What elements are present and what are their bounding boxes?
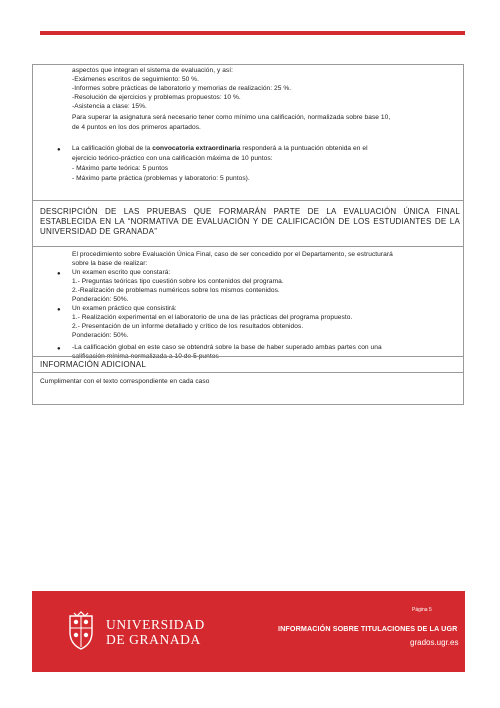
bullet-dot: ● [57, 307, 61, 313]
bullet-dot: ● [57, 147, 61, 153]
written-exam-title: Un examen escrito que constará: [72, 269, 171, 276]
procedure-line: El procedimiento sobre Evaluación Única Final, caso de ser concedido por el Departamento, se estructurará [72, 251, 393, 258]
written-exam-line: Ponderación: 50%. [72, 296, 129, 303]
practical-exam-line: Ponderación: 50%. [72, 332, 129, 339]
bullet-dot: ● [57, 271, 61, 277]
practical-exam-line: 1.- Realización experimental en el laboratorio de una de las prácticas del programa propuesto. [72, 314, 353, 321]
university-crest-icon [66, 610, 96, 650]
eval-line: -Informes sobre prácticas de laboratorio y memorias de realización: 25 %. [72, 85, 292, 92]
final-grade-line: calificación mínima normalizada a 10 de 5 puntos [72, 353, 219, 360]
section-heading-line: ESTABLECIDA EN LA “NORMATIVA DE EVALUACIÓN Y DE CALIFICACIÓN DE LOS ESTUDIANTES DE LA [40, 217, 460, 226]
additional-info-body-cell [32, 372, 464, 405]
university-name-line2: DE GRANADA [106, 632, 201, 647]
additional-info-text: Cumplimentar con el texto correspondiente en cada caso [40, 378, 210, 385]
final-grade-line: -La calificación global en este caso se obtendrá sobre la base de haber superado ambas partes con una [72, 344, 382, 351]
eval-line: -Exámenes escritos de seguimiento: 50 %. [72, 76, 199, 83]
bullet-dot: ● [57, 346, 61, 352]
section-heading-line: UNIVERSIDAD DE GRANADA” [40, 227, 158, 236]
eval-line: Para superar la asignatura será necesario tener como mínimo una calificación, normalizada sobre base 10, [72, 114, 391, 121]
practical-exam-title: Un examen práctico que consistirá: [72, 305, 177, 312]
extraordinary-line: - Máximo parte práctica (problemas y laboratorio: 5 puntos). [72, 175, 250, 182]
page-number: Página 5 [412, 607, 432, 613]
eval-line: -Asistencia a clase: 15%. [72, 103, 147, 110]
eval-line: aspectos que integran el sistema de evaluación, y así: [72, 67, 234, 74]
written-exam-line: 2.-Realización de problemas numéricos sobre los mismos contenidos. [72, 287, 280, 294]
practical-exam-line: 2.- Presentación de un informe detallado y crítico de los resultados obtenidos. [72, 323, 304, 330]
eval-line: de 4 puntos en los dos primeros apartados. [72, 124, 201, 131]
extraordinary-line: ejercicio teórico-práctico con una calificación máxima de 10 puntos: [72, 155, 273, 162]
section-heading-line: DESCRIPCIÓN DE LAS PRUEBAS QUE FORMARÁN PARTE DE LA EVALUACIÓN ÚNICA FINAL [40, 207, 460, 216]
university-name-line1: UNIVERSIDAD [106, 617, 205, 632]
extraordinary-line: - Máximo parte teórica: 5 puntos [72, 165, 169, 172]
degrees-site-link[interactable]: grados.ugr.es [410, 638, 459, 647]
top-accent-bar [40, 31, 465, 35]
degree-info-title: INFORMACIÓN SOBRE TITULACIONES DE LA UGR [278, 624, 458, 633]
written-exam-line: 1.- Preguntas teóricas tipo cuestión sobre los contenidos del programa. [72, 278, 284, 285]
additional-info-heading: INFORMACIÓN ADICIONAL [40, 360, 146, 369]
extraordinary-bullet-text: La calificación global de la convocatoria extraordinaria responderá a la puntuación obtenida en el [72, 145, 368, 152]
eval-line: -Resolución de ejercicios y problemas propuestos: 10 %. [72, 94, 241, 101]
procedure-line: sobre la base de realizar: [72, 260, 148, 267]
